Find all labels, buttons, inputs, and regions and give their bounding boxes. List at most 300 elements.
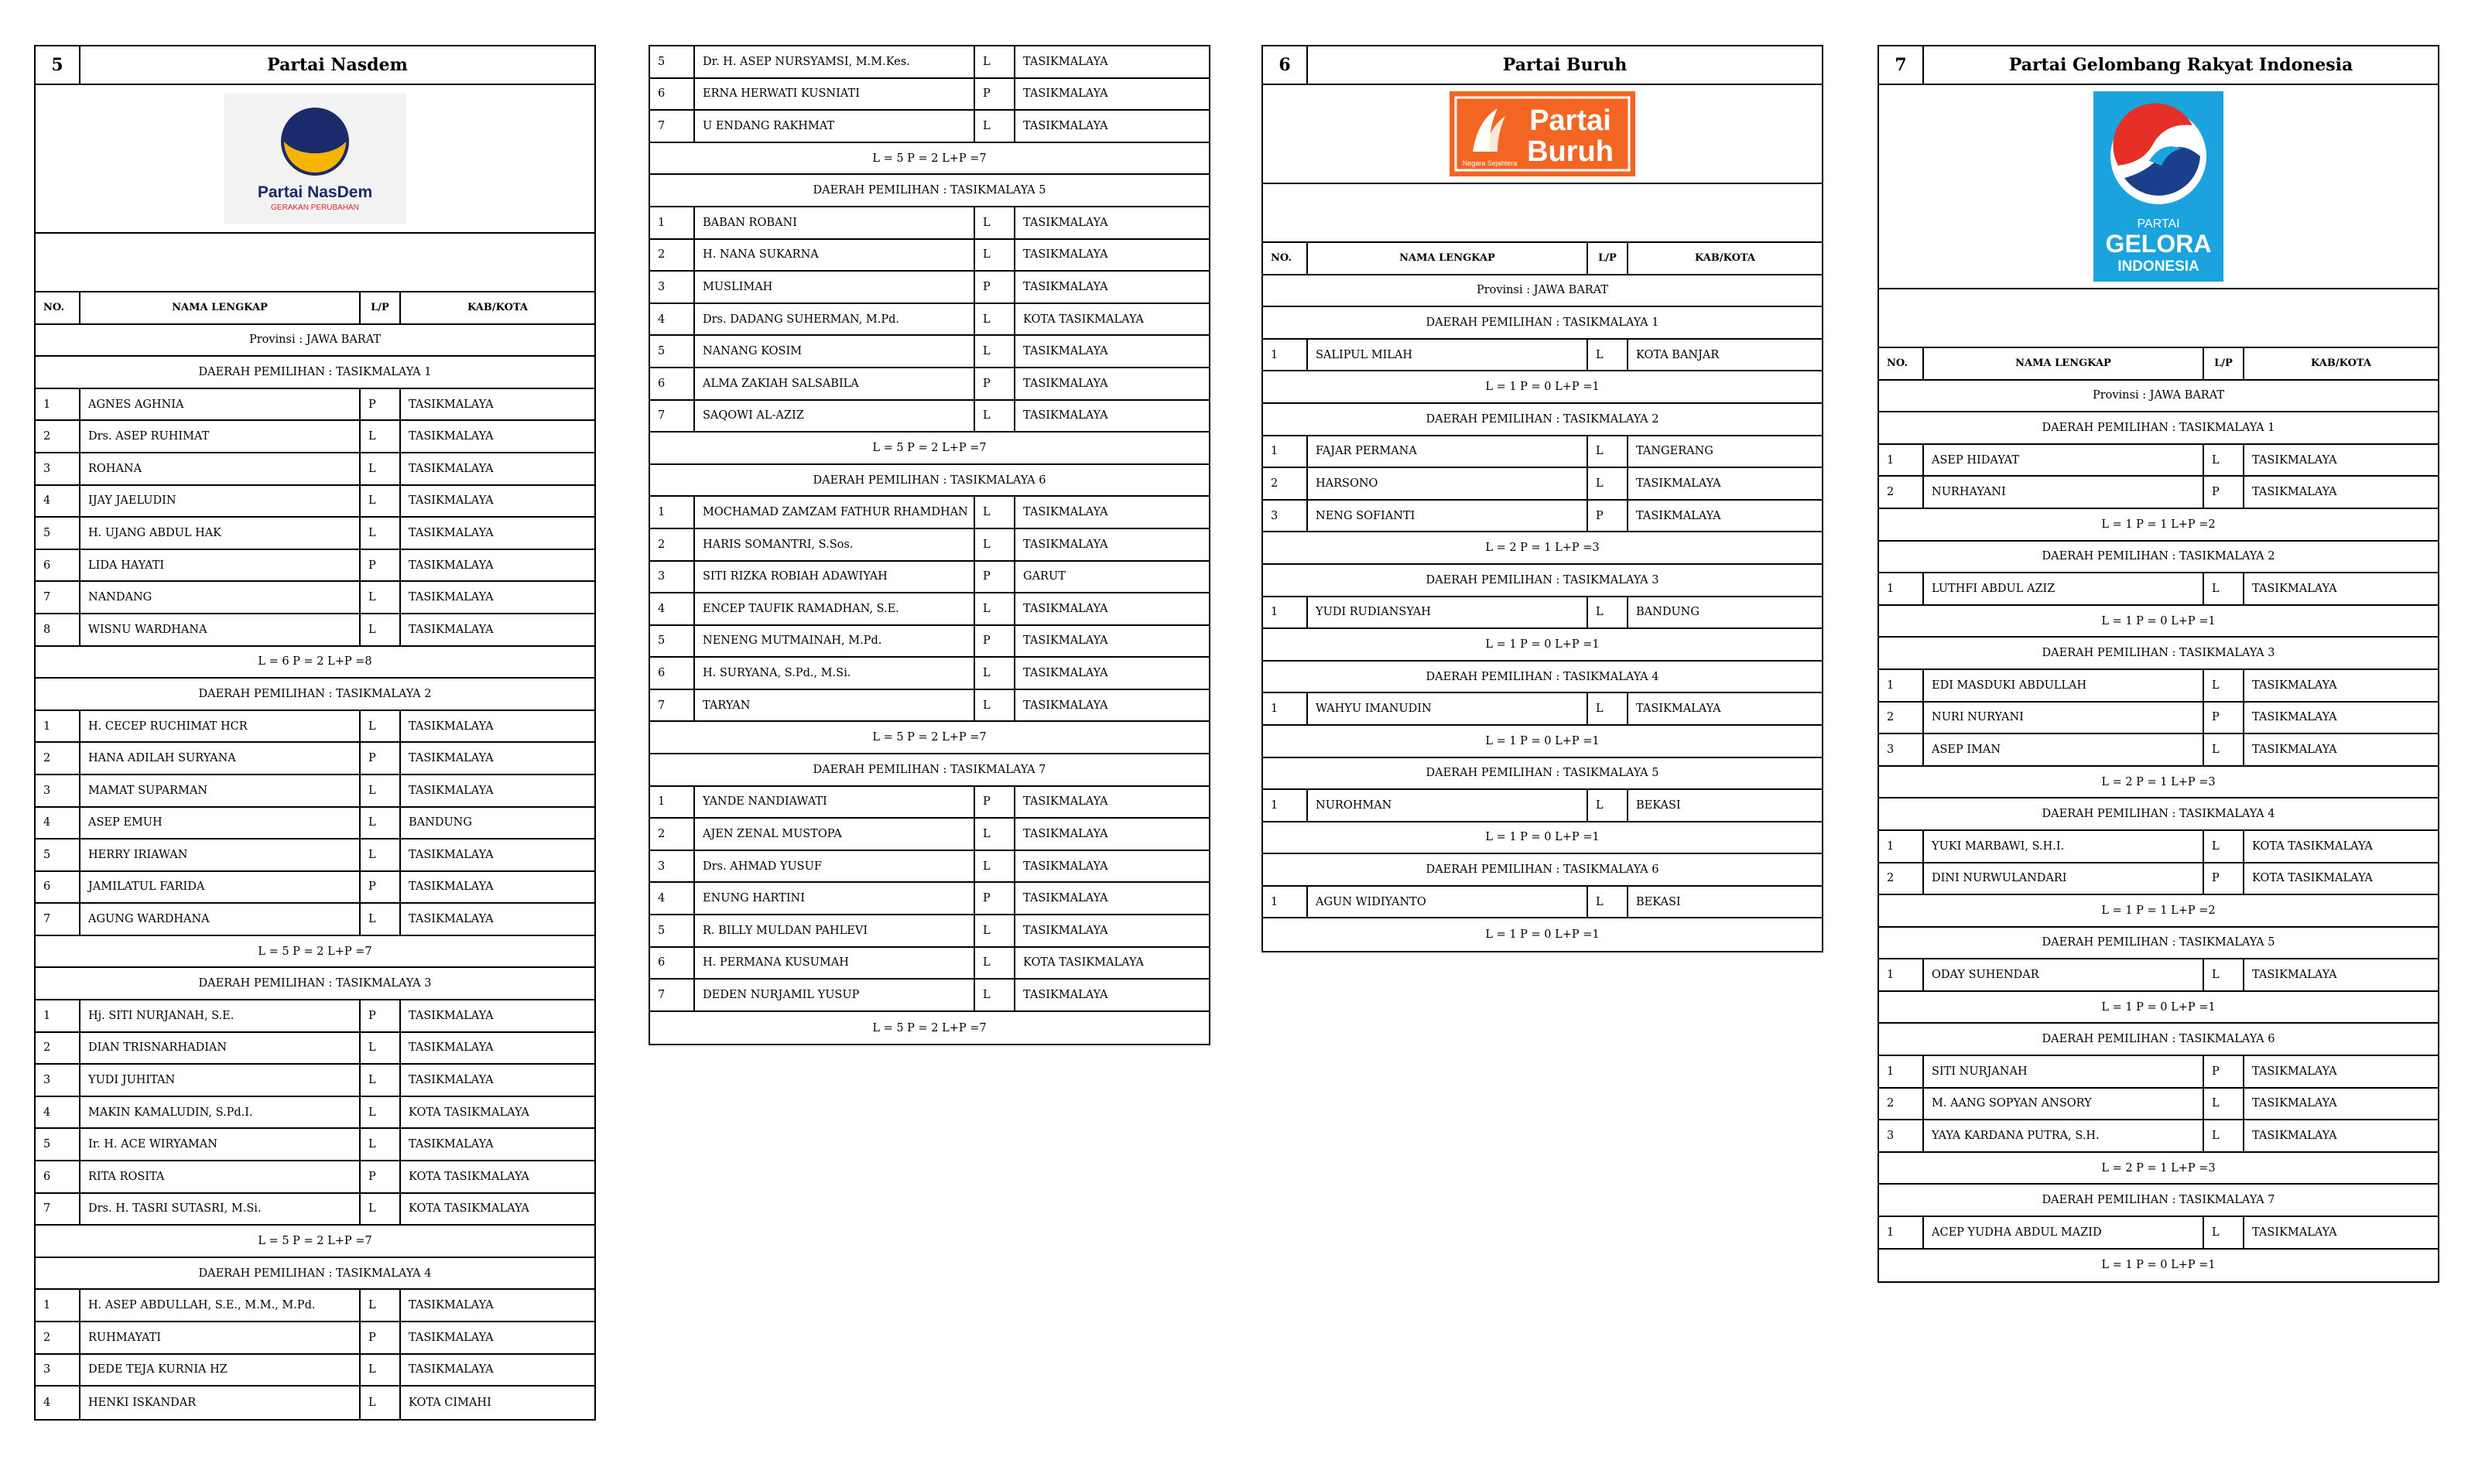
district-header-row: [36, 679, 594, 711]
candidate-kab: KOTA TASIKMALAYA: [409, 1106, 529, 1119]
table-row: [650, 368, 1209, 401]
candidate-name: NURI NURYANI: [1924, 703, 2204, 733]
candidate-name: H. NANA SUKARNA: [695, 240, 975, 271]
table-row: [1879, 670, 2438, 703]
candidate-gender: P: [2204, 477, 2244, 508]
table-row: [36, 711, 594, 744]
candidate-name: SITI RIZKA ROBIAH ADAWIYAH: [695, 562, 975, 593]
candidate-gender: L: [975, 819, 1015, 850]
province-row-text: Provinsi : JAWA BARAT: [1476, 284, 1609, 297]
table-row: [650, 593, 1209, 626]
table-row: [36, 1322, 594, 1355]
candidate-no: 3: [650, 272, 695, 303]
candidate-no: 1: [1879, 1217, 1924, 1248]
candidate-name: BABAN ROBANI: [695, 207, 975, 238]
district-header-row: [650, 465, 1209, 498]
party-number: 5: [36, 46, 80, 84]
candidate-kab: TASIKMALAYA: [2252, 711, 2337, 724]
candidate-gender: L: [975, 46, 1015, 77]
candidate-kab: TASIKMALAYA: [409, 1009, 494, 1022]
candidate-kab: TASIKMALAYA: [1023, 377, 1108, 390]
candidate-kab: TASIKMALAYA: [409, 559, 494, 572]
candidate-kab: KOTA BANJAR: [1636, 348, 1720, 361]
district-summary-row: [1263, 726, 1822, 758]
candidate-name: SITI NURJANAH: [1924, 1056, 2204, 1087]
candidate-no: 1: [650, 497, 695, 528]
candidate-no: 2: [36, 743, 80, 774]
table-row: [1263, 693, 1822, 726]
candidate-no: 3: [36, 1065, 80, 1096]
header-nama: NAMA LENGKAP: [1308, 243, 1588, 274]
party-name: Partai Buruh: [1502, 55, 1628, 75]
header-lp: L/P: [2204, 348, 2244, 379]
header-no: NO.: [36, 292, 80, 323]
candidate-kab: TASIKMALAYA: [1636, 477, 1721, 490]
candidate-name: ODAY SUHENDAR: [1924, 959, 2204, 990]
candidate-gender: L: [975, 851, 1015, 882]
table-row: [650, 207, 1209, 240]
district-header-row: [1879, 1024, 2438, 1056]
candidate-name: MAKIN KAMALUDIN, S.Pd.I.: [80, 1097, 361, 1128]
header-lp: L/P: [361, 292, 401, 323]
candidate-no: 5: [650, 336, 695, 367]
candidate-no: 7: [650, 980, 695, 1010]
district-summary-row-text: L = 1 P = 1 L+P =2: [2101, 904, 2216, 917]
header-kab: KAB/KOTA: [1695, 252, 1755, 265]
candidate-no: 1: [36, 711, 80, 742]
buruh-logo-tagline: Negara Sejahtera: [1462, 159, 1518, 167]
candidate-name: NENG SOFIANTI: [1308, 501, 1588, 532]
candidate-kab: TASIKMALAYA: [1023, 667, 1108, 680]
table-row: [36, 614, 594, 647]
candidate-name: H. ASEP ABDULLAH, S.E., M.M., M.Pd.: [80, 1290, 361, 1321]
candidate-kab: BANDUNG: [409, 816, 472, 829]
candidate-name: EDI MASDUKI ABDULLAH: [1924, 670, 2204, 701]
table-row: [1879, 1089, 2438, 1121]
candidate-no: 2: [36, 1322, 80, 1353]
table-row: [650, 401, 1209, 433]
district-summary-row-text: L = 1 P = 0 L+P =1: [1485, 928, 1600, 942]
candidate-name: YAYA KARDANA PUTRA, S.H.: [1924, 1120, 2204, 1151]
candidate-kab: TASIKMALAYA: [409, 784, 494, 797]
candidate-gender: L: [2204, 1120, 2244, 1151]
table-row: [1879, 1217, 2438, 1250]
district-header-row-text: DAERAH PEMILIHAN : TASIKMALAYA 4: [1426, 670, 1659, 683]
table-row: [36, 1129, 594, 1161]
table-row: [650, 980, 1209, 1012]
table-body: [650, 46, 1209, 1044]
candidate-kab: TASIKMALAYA: [409, 1041, 494, 1055]
district-summary-row: [1263, 918, 1822, 951]
table-row: [36, 389, 594, 422]
table-row: [36, 872, 594, 904]
header-nama: NAMA LENGKAP: [1924, 348, 2204, 379]
candidate-name: MUSLIMAH: [695, 272, 975, 303]
table-row: [36, 550, 594, 583]
candidate-no: 1: [650, 207, 695, 238]
candidate-name: YANDE NANDIAWATI: [695, 787, 975, 818]
candidate-no: 6: [650, 368, 695, 399]
candidate-kab: TASIKMALAYA: [2252, 743, 2337, 756]
candidate-no: 4: [650, 883, 695, 914]
district-summary-row-text: L = 1 P = 0 L+P =1: [1485, 638, 1600, 651]
candidate-no: 1: [1879, 959, 1924, 990]
district-summary-row-text: L = 5 P = 2 L+P =7: [872, 152, 987, 165]
district-header-row: [1263, 758, 1822, 791]
candidate-no: 1: [1263, 436, 1308, 467]
candidate-kab: TASIKMALAYA: [409, 913, 494, 926]
candidate-gender: L: [361, 1065, 401, 1096]
candidate-name: ALMA ZAKIAH SALSABILA: [695, 368, 975, 399]
blank-row: [1879, 289, 2438, 348]
table-row: [36, 486, 594, 518]
candidate-gender: P: [975, 626, 1015, 657]
party-table-nasdem-continued: [649, 45, 1210, 1045]
district-summary-row-text: L = 5 P = 2 L+P =7: [258, 1235, 372, 1248]
candidate-name: Ir. H. ACE WIRYAMAN: [80, 1129, 361, 1160]
table-row: [1263, 501, 1822, 533]
candidate-no: 6: [650, 79, 695, 110]
candidate-name: ASEP HIDAYAT: [1924, 445, 2204, 476]
table-row: [650, 240, 1209, 272]
candidate-name: ENUNG HARTINI: [695, 883, 975, 914]
candidate-no: 2: [650, 529, 695, 560]
candidate-no: 1: [36, 389, 80, 420]
gelora-logo-text-3: INDONESIA: [2117, 258, 2199, 275]
party-number: 7: [1879, 46, 1924, 84]
nasdem-logo-text: Partai NasDem: [257, 183, 373, 201]
table-header-row: [1263, 243, 1822, 275]
table-row: [650, 46, 1209, 79]
table-row: [650, 79, 1209, 111]
candidate-kab: TASIKMALAYA: [1023, 602, 1108, 615]
province-row: [36, 325, 594, 357]
candidate-no: 5: [36, 839, 80, 870]
candidate-name: SALIPUL MILAH: [1308, 340, 1588, 371]
candidate-no: 2: [650, 819, 695, 850]
candidate-no: 4: [650, 593, 695, 624]
candidate-no: 1: [650, 787, 695, 818]
party-name: Partai Nasdem: [267, 55, 408, 75]
blank-row: [1263, 184, 1822, 243]
candidate-no: 5: [650, 626, 695, 657]
candidate-no: 3: [650, 562, 695, 593]
province-row: [1879, 381, 2438, 413]
candidate-gender: L: [361, 1290, 401, 1321]
candidate-kab: KOTA CIMAHI: [409, 1396, 491, 1409]
candidate-no: 1: [1879, 1056, 1924, 1087]
candidate-gender: L: [975, 497, 1015, 528]
candidate-gender: P: [975, 368, 1015, 399]
candidate-no: 2: [36, 1033, 80, 1064]
candidate-no: 3: [1879, 1120, 1924, 1151]
party-table-gelora: [1878, 45, 2439, 1283]
candidate-name: FAJAR PERMANA: [1308, 436, 1588, 467]
table-row: [36, 1387, 594, 1419]
table-body: [1879, 381, 2438, 1282]
candidate-gender: L: [2204, 1217, 2244, 1248]
table-row: [36, 518, 594, 550]
candidate-no: 4: [36, 808, 80, 839]
candidate-kab: TASIKMALAYA: [409, 430, 494, 443]
candidate-kab: KOTA TASIKMALAYA: [1023, 956, 1144, 969]
candidate-kab: KOTA TASIKMALAYA: [2252, 872, 2373, 885]
candidate-name: Drs. H. TASRI SUTASRI, M.Si.: [80, 1194, 361, 1225]
buruh-logo-text-2: Buruh: [1527, 135, 1614, 168]
district-summary-row: [650, 1012, 1209, 1045]
party-title-row: [1879, 46, 2438, 85]
party-title-row: [36, 46, 594, 85]
candidate-name: WISNU WARDHANA: [80, 614, 361, 645]
table-row: [1263, 468, 1822, 501]
table-header-row: [1879, 348, 2438, 381]
candidate-no: 6: [650, 658, 695, 689]
district-header-row-text: DAERAH PEMILIHAN : TASIKMALAYA 3: [1426, 573, 1659, 586]
candidate-name: HARIS SOMANTRI, S.Sos.: [695, 529, 975, 560]
candidate-kab: TASIKMALAYA: [1023, 538, 1108, 551]
candidate-name: H. PERMANA KUSUMAH: [695, 948, 975, 979]
district-header-row-text: DAERAH PEMILIHAN : TASIKMALAYA 7: [813, 763, 1046, 776]
district-header-row: [1879, 412, 2438, 445]
district-header-row-text: DAERAH PEMILIHAN : TASIKMALAYA 2: [1426, 412, 1659, 426]
party-title-row: [1263, 46, 1822, 85]
candidate-no: 3: [36, 453, 80, 484]
candidate-gender: L: [2204, 831, 2244, 862]
candidate-gender: L: [361, 904, 401, 935]
candidate-gender: L: [975, 336, 1015, 367]
candidate-no: 5: [650, 915, 695, 946]
candidate-gender: L: [361, 1033, 401, 1064]
district-summary-row: [650, 143, 1209, 176]
candidate-gender: L: [975, 111, 1015, 142]
candidate-no: 6: [36, 872, 80, 903]
table-row: [1879, 1056, 2438, 1089]
table-row: [650, 626, 1209, 658]
candidate-gender: L: [975, 529, 1015, 560]
candidate-gender: L: [361, 1194, 401, 1225]
candidate-gender: L: [2204, 573, 2244, 604]
candidate-kab: TASIKMALAYA: [409, 623, 494, 636]
candidate-name: Dr. H. ASEP NURSYAMSI, M.M.Kes.: [695, 46, 975, 77]
candidate-name: AGUNG WARDHANA: [80, 904, 361, 935]
candidate-name: YUDI RUDIANSYAH: [1308, 597, 1588, 628]
party-name: Partai Gelombang Rakyat Indonesia: [2008, 55, 2353, 75]
header-lp: L/P: [1588, 243, 1628, 274]
party-logo-area: [1879, 85, 2438, 289]
candidate-kab: BEKASI: [1636, 798, 1681, 812]
candidate-no: 7: [36, 904, 80, 935]
table-row: [1879, 734, 2438, 767]
candidate-no: 6: [650, 948, 695, 979]
district-summary-row-text: L = 2 P = 1 L+P =3: [1485, 542, 1600, 555]
candidate-gender: L: [1588, 340, 1628, 371]
candidate-name: AGUN WIDIYANTO: [1308, 887, 1588, 918]
district-header-row-text: DAERAH PEMILIHAN : TASIKMALAYA 1: [1426, 316, 1659, 329]
candidate-kab: TASIKMALAYA: [409, 398, 494, 411]
candidate-name: YUDI JUHITAN: [80, 1065, 361, 1096]
table-row: [36, 1097, 594, 1130]
table-row: [1879, 831, 2438, 863]
district-header-row: [1263, 307, 1822, 340]
header-kab: KAB/KOTA: [2311, 357, 2371, 370]
candidate-no: 8: [36, 614, 80, 645]
candidate-kab: TASIKMALAYA: [1023, 409, 1108, 422]
candidate-no: 4: [36, 1387, 80, 1419]
district-header-row: [36, 968, 594, 1000]
candidate-name: DINI NURWULANDARI: [1924, 863, 2204, 894]
table-row: [36, 421, 594, 453]
candidate-no: 1: [1263, 790, 1308, 821]
candidate-no: 7: [650, 690, 695, 721]
candidate-gender: L: [361, 711, 401, 742]
candidate-gender: L: [975, 593, 1015, 624]
candidate-kab: TASIKMALAYA: [409, 752, 494, 765]
district-header-row-text: DAERAH PEMILIHAN : TASIKMALAYA 3: [2042, 647, 2275, 660]
candidate-gender: L: [361, 839, 401, 870]
candidate-no: 4: [650, 304, 695, 335]
table-row: [36, 1290, 594, 1322]
candidate-kab: TASIKMALAYA: [409, 526, 494, 539]
candidate-gender: L: [2204, 734, 2244, 765]
candidate-name: IJAY JAELUDIN: [80, 486, 361, 517]
candidate-gender: P: [975, 562, 1015, 593]
candidate-no: 3: [1879, 734, 1924, 765]
candidate-name: ROHANA: [80, 453, 361, 484]
candidate-no: 2: [1879, 703, 1924, 733]
candidate-gender: L: [361, 582, 401, 613]
district-header-row-text: DAERAH PEMILIHAN : TASIKMALAYA 4: [2042, 808, 2275, 821]
candidate-kab: KOTA TASIKMALAYA: [2252, 839, 2373, 853]
candidate-name: Drs. AHMAD YUSUF: [695, 851, 975, 882]
candidate-kab: TASIKMALAYA: [1023, 828, 1108, 841]
candidate-name: ACEP YUDHA ABDUL MAZID: [1924, 1217, 2204, 1248]
candidate-gender: L: [975, 658, 1015, 689]
province-row-text: Provinsi : JAWA BARAT: [248, 333, 382, 347]
candidate-gender: P: [1588, 501, 1628, 532]
candidate-no: 2: [1879, 1089, 1924, 1120]
candidate-kab: TASIKMALAYA: [1023, 248, 1108, 262]
candidate-name: AGNES AGHNIA: [80, 389, 361, 420]
table-row: [36, 1000, 594, 1033]
party-logo-area: [1263, 85, 1822, 184]
candidate-no: 5: [650, 46, 695, 77]
candidate-no: 5: [36, 518, 80, 549]
candidate-kab: TASIKMALAYA: [1023, 892, 1108, 905]
candidate-name: ASEP IMAN: [1924, 734, 2204, 765]
candidate-name: H. SURYANA, S.Pd., M.Si.: [695, 658, 975, 689]
candidate-no: 1: [1263, 597, 1308, 628]
district-header-row-text: DAERAH PEMILIHAN : TASIKMALAYA 2: [2042, 550, 2275, 563]
district-header-row: [1263, 404, 1822, 436]
candidate-name: Drs. ASEP RUHIMAT: [80, 421, 361, 452]
candidate-gender: L: [361, 808, 401, 839]
candidate-kab: TASIKMALAYA: [1023, 345, 1108, 358]
district-header-row-text: DAERAH PEMILIHAN : TASIKMALAYA 1: [2042, 421, 2275, 434]
district-summary-row-text: L = 5 P = 2 L+P =7: [872, 1021, 987, 1034]
candidate-kab: BEKASI: [1636, 895, 1681, 908]
candidate-no: 7: [650, 401, 695, 432]
table-row: [1263, 340, 1822, 372]
candidate-gender: P: [361, 550, 401, 581]
candidate-gender: L: [361, 775, 401, 806]
district-summary-row-text: L = 5 P = 2 L+P =7: [258, 945, 372, 958]
table-row: [650, 690, 1209, 723]
district-summary-row-text: L = 1 P = 1 L+P =2: [2101, 518, 2216, 531]
candidate-no: 1: [1879, 670, 1924, 701]
candidate-name: HARSONO: [1308, 468, 1588, 499]
candidate-name: Drs. DADANG SUHERMAN, M.Pd.: [695, 304, 975, 335]
candidate-name: NURHAYANI: [1924, 477, 2204, 508]
table-row: [36, 1065, 594, 1097]
blank-row: [36, 234, 594, 292]
candidate-name: H. UJANG ABDUL HAK: [80, 518, 361, 549]
candidate-no: 2: [1879, 863, 1924, 894]
candidate-name: SAQOWI AL-AZIZ: [695, 401, 975, 432]
district-header-row: [1879, 1185, 2438, 1217]
candidate-gender: L: [2204, 1089, 2244, 1120]
party-table-nasdem: [34, 45, 596, 1421]
table-body: [36, 325, 594, 1419]
nasdem-logo-tagline: GERAKAN PERUBAHAN: [271, 203, 359, 212]
candidate-name: LUTHFI ABDUL AZIZ: [1924, 573, 2204, 604]
candidate-name: ENCEP TAUFIK RAMADHAN, S.E.: [695, 593, 975, 624]
candidate-gender: L: [2204, 670, 2244, 701]
candidate-kab: TASIKMALAYA: [2252, 453, 2337, 467]
candidate-gender: P: [361, 1161, 401, 1192]
candidate-name: R. BILLY MULDAN PAHLEVI: [695, 915, 975, 946]
district-header-row-text: DAERAH PEMILIHAN : TASIKMALAYA 6: [813, 474, 1046, 487]
district-header-row-text: DAERAH PEMILIHAN : TASIKMALAYA 3: [198, 977, 432, 990]
candidate-name: NUROHMAN: [1308, 790, 1588, 821]
candidate-gender: P: [975, 883, 1015, 914]
candidate-gender: L: [1588, 468, 1628, 499]
table-row: [36, 1033, 594, 1065]
district-header-row: [1263, 662, 1822, 694]
candidate-name: Hj. SITI NURJANAH, S.E.: [80, 1000, 361, 1031]
district-header-row: [650, 175, 1209, 207]
candidate-kab: TASIKMALAYA: [1636, 509, 1721, 522]
candidate-no: 7: [36, 1194, 80, 1225]
table-row: [1879, 1120, 2438, 1153]
table-row: [1263, 790, 1822, 822]
table-row: [650, 111, 1209, 143]
district-summary-row-text: L = 2 P = 1 L+P =3: [2101, 775, 2216, 788]
candidate-kab: TASIKMALAYA: [1023, 924, 1108, 937]
district-header-row-text: DAERAH PEMILIHAN : TASIKMALAYA 5: [813, 184, 1046, 197]
candidate-no: 1: [36, 1000, 80, 1031]
district-header-row: [1263, 565, 1822, 597]
candidate-kab: TASIKMALAYA: [409, 462, 494, 475]
district-summary-row: [650, 433, 1209, 465]
candidate-no: 4: [36, 1097, 80, 1128]
candidate-name: LIDA HAYATI: [80, 550, 361, 581]
candidate-kab: TASIKMALAYA: [2252, 969, 2337, 982]
district-summary-row: [1263, 822, 1822, 855]
candidate-kab: TASIKMALAYA: [1023, 795, 1108, 809]
district-summary-row-text: L = 5 P = 2 L+P =7: [872, 731, 987, 744]
table-row: [36, 453, 594, 486]
table-row: [36, 743, 594, 775]
district-summary-row: [1263, 532, 1822, 565]
candidate-name: NANANG KOSIM: [695, 336, 975, 367]
candidate-kab: TASIKMALAYA: [1023, 989, 1108, 1002]
candidate-gender: L: [361, 453, 401, 484]
district-summary-row: [1879, 767, 2438, 799]
district-header-row-text: DAERAH PEMILIHAN : TASIKMALAYA 6: [2042, 1033, 2275, 1046]
candidate-kab: TASIKMALAYA: [409, 880, 494, 894]
candidate-gender: P: [975, 79, 1015, 110]
district-summary-row-text: L = 1 P = 0 L+P =1: [2101, 614, 2216, 627]
